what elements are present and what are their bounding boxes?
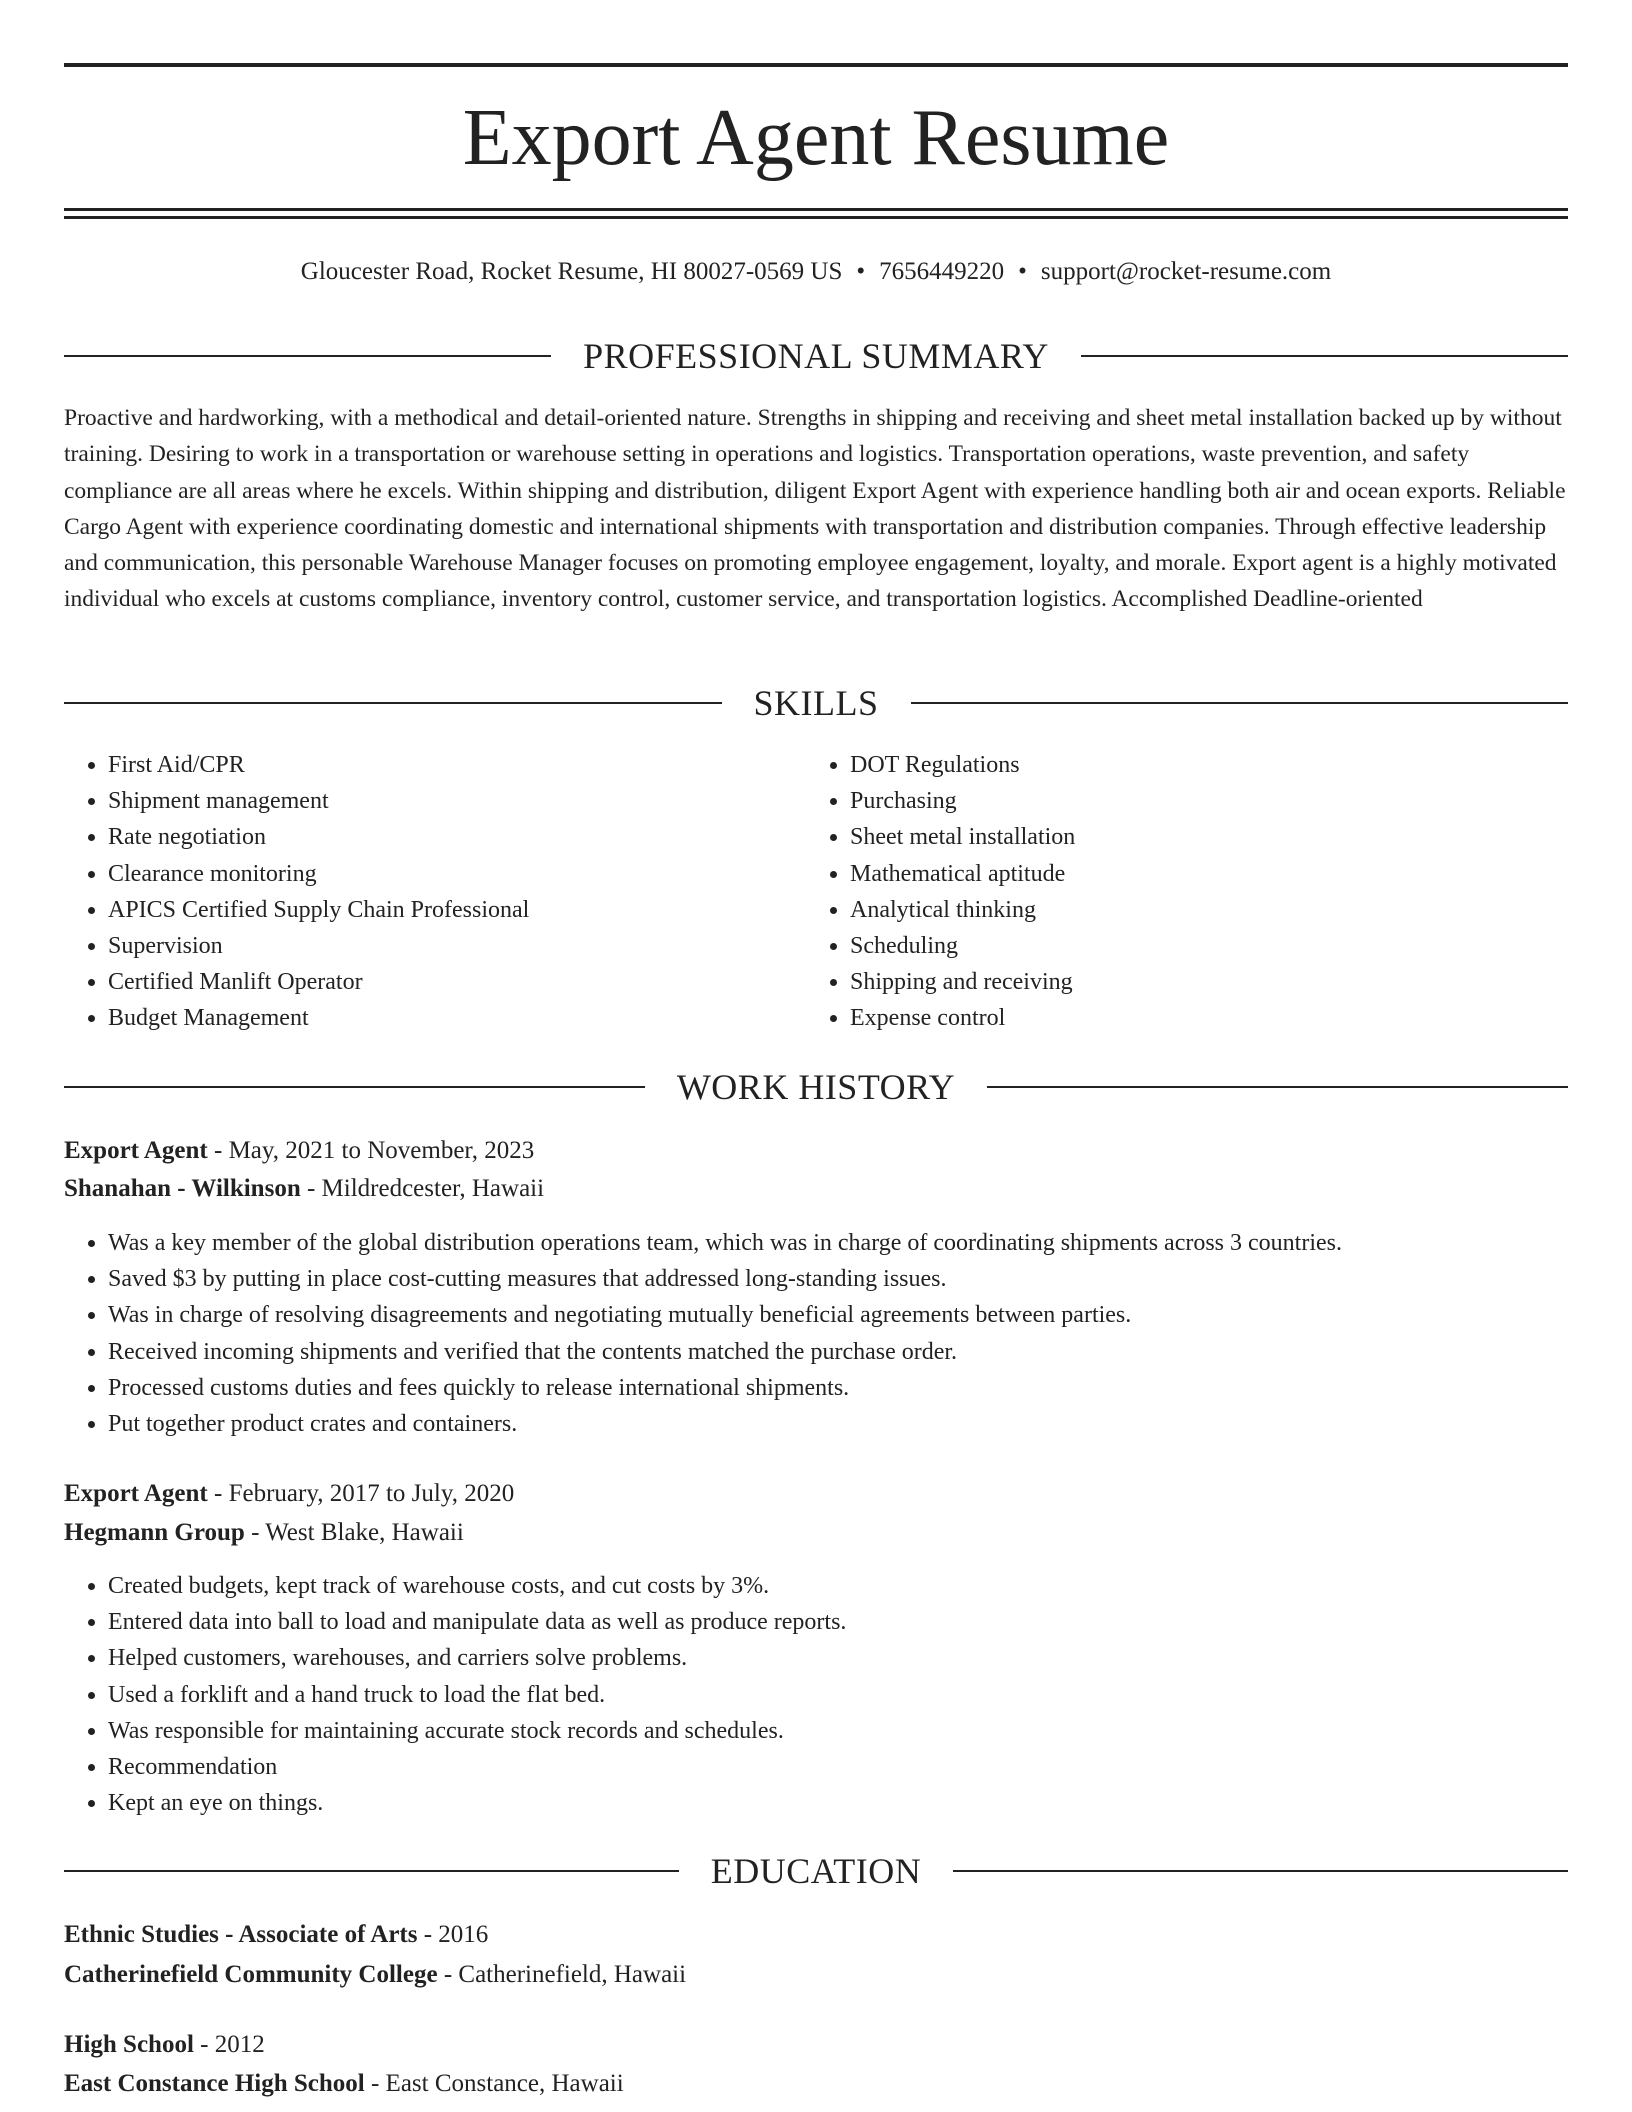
skill-item: • Sheet metal installation [850, 819, 1075, 855]
job-title-line [64, 1133, 534, 1169]
job-bullet: • Helped customers, warehouses, and carriers solve problems. [108, 1640, 1568, 1676]
section-rule [64, 1870, 679, 1872]
section-rule [953, 1870, 1568, 1872]
job-bullet: • Used a forklift and a hand truck to load the flat bed. [108, 1677, 1568, 1713]
skill-item: • Certified Manlift Operator [108, 964, 529, 1000]
job-company-line [64, 1171, 544, 1207]
resume-title: Export Agent Resume [462, 94, 1170, 182]
education-year: - 2016 [417, 1921, 489, 1948]
education-degree: Ethnic Studies - Associate of Arts [64, 1921, 418, 1948]
section-title: SKILLS [753, 683, 879, 723]
section-rule [64, 702, 722, 704]
education-degree: High School [64, 2031, 194, 2058]
job-company: Shanahan - Wilkinson [64, 1175, 301, 1202]
job-bullet: • Entered data into ball to load and manipulate data as well as produce reports. [108, 1604, 1568, 1640]
section-title: PROFESSIONAL SUMMARY [583, 336, 1049, 376]
section-header-work [64, 1065, 1568, 1109]
skill-item: • APICS Certified Supply Chain Professional [108, 892, 529, 928]
job-bullet: • Was in charge of resolving disagreements and negotiating mutually beneficial agreements between parties. [108, 1297, 1568, 1333]
job-bullet: • Saved $3 by putting in place cost-cutting measures that addressed long-standing issues. [108, 1261, 1568, 1297]
education-degree-line [64, 2027, 265, 2063]
section-title: EDUCATION [710, 1851, 922, 1891]
education-school: East Constance High School [64, 2070, 365, 2097]
contact-address: Gloucester Road, Rocket Resume, HI 80027-0569 US [300, 258, 843, 285]
contact-phone: 7656449220 [879, 258, 1005, 285]
education-school-line [64, 2066, 624, 2102]
job-bullets [64, 1568, 1568, 1821]
skill-item: • Shipment management [108, 783, 529, 819]
education-degree-line [64, 1917, 488, 1953]
job-bullet: • Received incoming shipments and verified that the contents matched the purchase order. [108, 1334, 1568, 1370]
section-rule [1081, 355, 1568, 357]
summary-paragraph: Proactive and hardworking, with a methodical and detail-oriented nature. Strengths in shipping and receiving and sheet metal installation backed up by without training. Desiring to work in a transportation or warehouse setting in operations and logistics. Transportation operations, waste prevention, and safety compliance are all areas where he excels. Within shipping and distribution, diligent Export Agent with experience handling both air and ocean exports. Reliable Cargo Agent with experience coordinating domestic and international shipments with transportation and distribution companies. Through effective leadership and communication, this personable Warehouse Manager focuses on promoting employee engagement, loyalty, and morale. Export agent is a highly motivated individual who excels at customs compliance, inventory control, customer service, and transportation logistics. Accomplished Deadline-oriented [64, 405, 1566, 613]
job-bullets [64, 1225, 1568, 1442]
contact-separator: • [1018, 258, 1027, 285]
education-location: - East Constance, Hawaii [364, 2070, 624, 2097]
job-title: Export Agent [64, 1480, 208, 1507]
education-year: - 2012 [193, 2031, 265, 2058]
job-bullet: • Kept an eye on things. [108, 1785, 1568, 1821]
section-title: WORK HISTORY [676, 1067, 956, 1107]
skill-item: • Supervision [108, 928, 529, 964]
skills-list-left [64, 747, 529, 1037]
job-dates: - May, 2021 to November, 2023 [207, 1137, 535, 1164]
education-school: Catherinefield Community College [64, 1961, 438, 1988]
job-company: Hegmann Group [64, 1519, 245, 1546]
section-header-education [64, 1849, 1568, 1893]
skills-list-right [806, 747, 1075, 1037]
contact-line [64, 254, 1568, 290]
job-bullet: • Put together product crates and containers. [108, 1406, 1568, 1442]
skill-item: • Rate negotiation [108, 819, 529, 855]
job-company-line [64, 1515, 464, 1551]
skill-item: • Budget Management [108, 1000, 529, 1036]
title-rule-lower [64, 216, 1568, 219]
skill-item: • Mathematical aptitude [850, 856, 1075, 892]
job-bullet: • Was responsible for maintaining accurate stock records and schedules. [108, 1713, 1568, 1749]
skill-item: • Shipping and receiving [850, 964, 1075, 1000]
section-rule [64, 355, 551, 357]
education-school-line [64, 1957, 686, 1993]
section-header-summary [64, 334, 1568, 378]
skill-item: • Expense control [850, 1000, 1075, 1036]
job-bullet: • Created budgets, kept track of warehouse costs, and cut costs by 3%. [108, 1568, 1568, 1604]
contact-separator: • [856, 258, 866, 285]
skill-item: • Clearance monitoring [108, 856, 529, 892]
education-location: - Catherinefield, Hawaii [437, 1961, 687, 1988]
skill-item: • Purchasing [850, 783, 1075, 819]
section-rule [911, 702, 1569, 704]
job-bullet: • Was a key member of the global distribution operations team, which was in charge of coordinating shipments across 3 countries. [108, 1225, 1568, 1261]
section-rule [987, 1086, 1568, 1088]
job-location: - Mildredcester, Hawaii [300, 1175, 545, 1202]
section-header-skills [64, 681, 1568, 725]
job-title: Export Agent [64, 1137, 208, 1164]
contact-email: support@rocket-resume.com [1040, 258, 1332, 285]
job-bullet: • Processed customs duties and fees quickly to release international shipments. [108, 1370, 1568, 1406]
top-rule [64, 63, 1568, 67]
job-bullet: • Recommendation [108, 1749, 1568, 1785]
skill-item: • Scheduling [850, 928, 1075, 964]
title-rule-upper [64, 208, 1568, 211]
skill-item: • First Aid/CPR [108, 747, 529, 783]
job-dates: - February, 2017 to July, 2020 [207, 1480, 515, 1507]
section-rule [64, 1086, 645, 1088]
skill-item: • DOT Regulations [850, 747, 1075, 783]
job-title-line [64, 1476, 514, 1512]
skill-item: • Analytical thinking [850, 892, 1075, 928]
job-location: - West Blake, Hawaii [244, 1519, 464, 1546]
